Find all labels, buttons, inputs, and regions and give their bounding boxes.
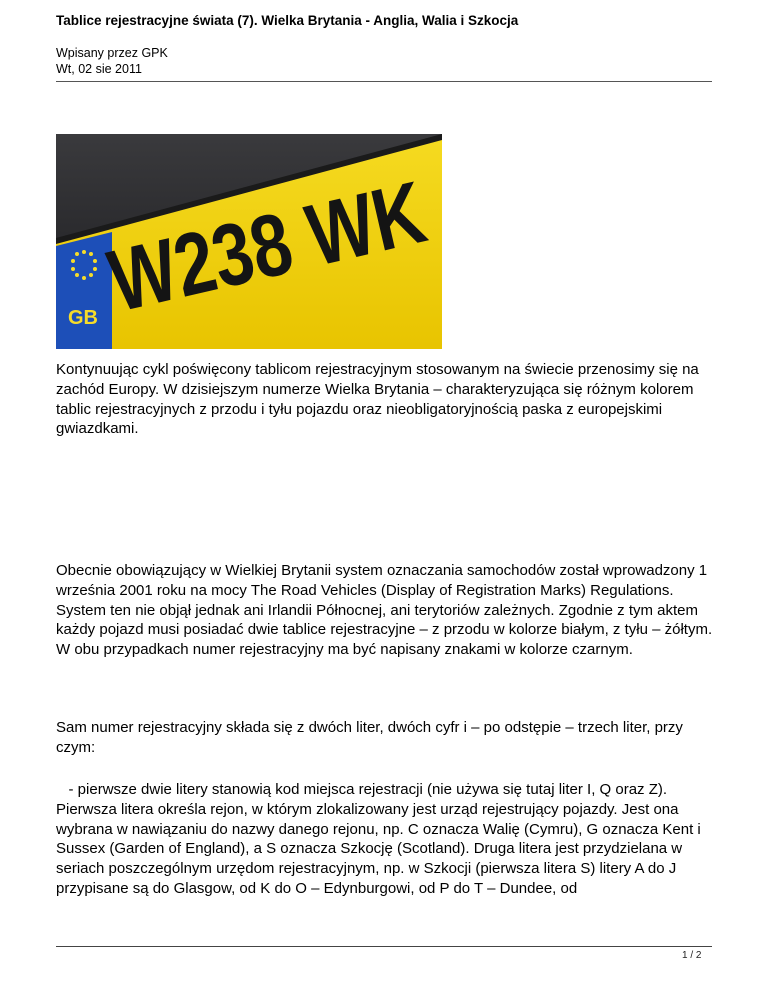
paragraph-format: Sam numer rejestracyjny składa się z dwóch liter, dwóch cyfr i – po odstępie – trzech liter, przy czym:: [56, 719, 683, 756]
country-code: GB: [68, 307, 98, 329]
license-plate-photo: [56, 134, 513, 349]
paragraph-system: Obecnie obowiązujący w Wielkiej Brytanii system oznaczania samochodów został wprowadzony 1 września 2001 roku na mocy The Road Vehicles (Display of Registration Marks) Regulations. System ten nie objął jednak ani Irlandii Północnej, ani terytoriów zależnych. Zgodnie z tym aktem każdy pojazd musi posiadać dwie tablice rejestracyjne – z przodu w kolorze białym, z tyłu – żółtym. W obu przypadkach numer rejestracyjny ma być napisany znakami w kolorze czarnym.: [56, 562, 713, 659]
paragraph-intro: Kontynuując cykl poświęcony tablicom rejestracyjnym stosowanym na świecie przenosimy się na zachód Europy. W dzisiejszym numerze Wielka Brytania – charakteryzująca się różnym kolorem tablic rejestracyjnych z przodu i tyłu pojazdu oraz nieobligatoryjnością paska z europejskimi gwiazdkami.: [56, 361, 699, 438]
author-line: Wpisany przez GPK: [56, 46, 168, 60]
publish-date: Wt, 02 sie 2011: [56, 62, 142, 76]
header-divider: [56, 81, 712, 82]
footer-divider: [56, 946, 712, 947]
plate-number: W238 WK: [100, 143, 513, 331]
paragraph-letters: - pierwsze dwie litery stanowią kod miejsca rejestracji (nie używa się tutaj liter I, Q oraz Z). Pierwsza litera określa rejon, w którym zlokalizowany jest urząd rejestrujący pojazdy. Jest ona wybrana w nawiązaniu do nazwy danego rejonu, np. C oznacza Walię (Cymru), G oznacza Kent i Sussex (Garden of England), a S oznacza Szkocję (Scotland). Druga litera jest przydzielana w seriach poszczególnym urzędom rejestracyjnym, np. w Szkocji (pierwsza litera S) litery A do J przypisane są do Glasgow, od K do O – Edynburgowi, od P do T – Dundee, od: [56, 781, 705, 897]
article-title: Tablice rejestracyjne świata (7). Wielka Brytania - Anglia, Walia i Szkocja: [56, 13, 519, 28]
page-number: 1 / 2: [682, 950, 702, 961]
